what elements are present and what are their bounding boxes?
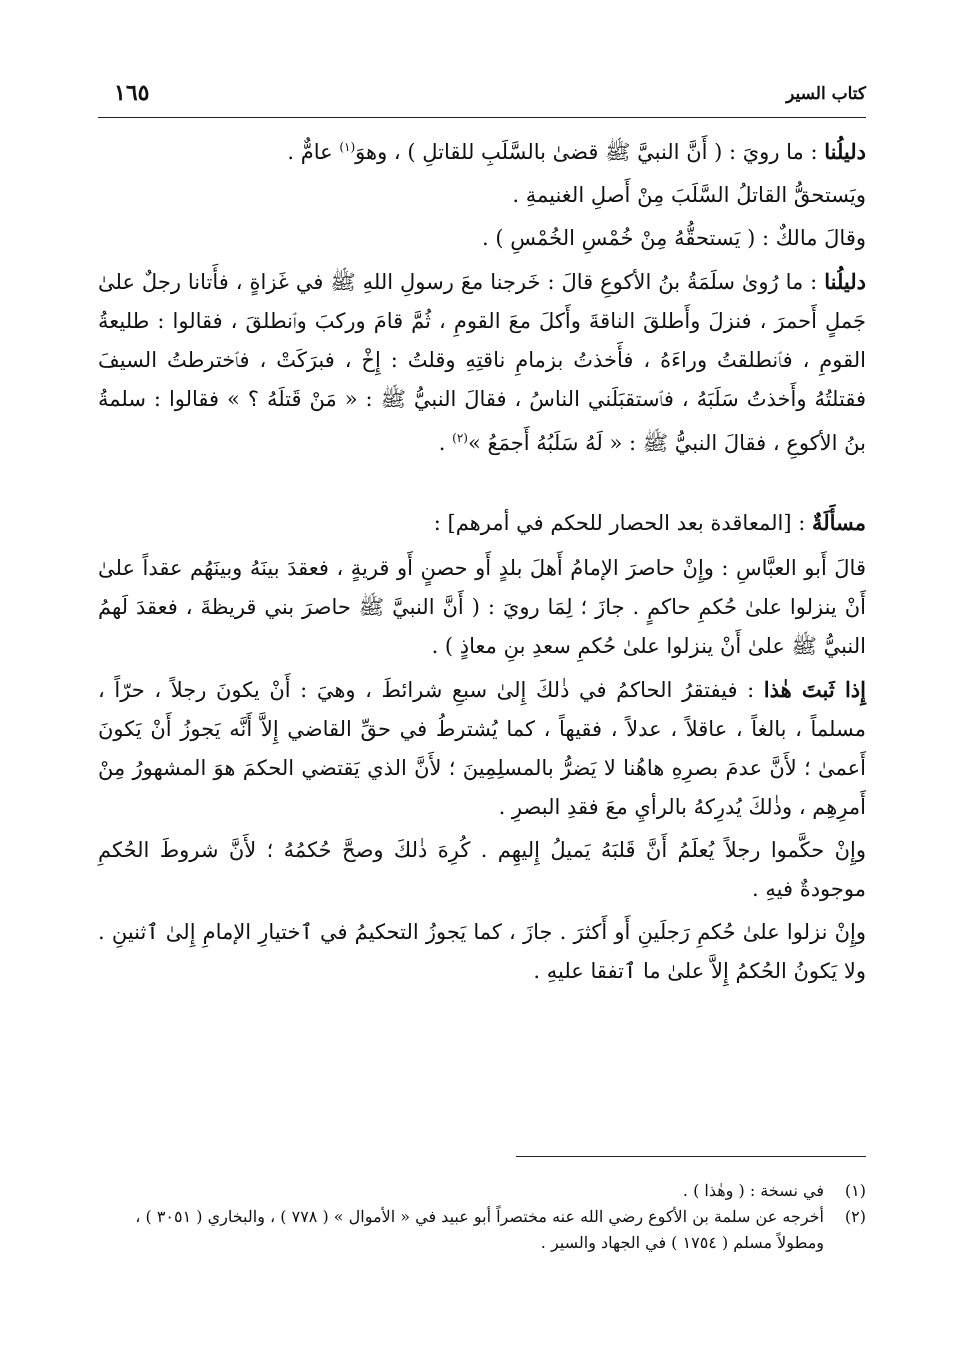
section-title: : [المعاقدة بعد الحصار للحكم في أمرهم] :	[433, 511, 812, 535]
paragraph-text: ويَستحقُّ القاتلُ السَّلَبَ مِنْ أَصلِ الغنيمةِ .	[512, 183, 866, 207]
paragraph	[98, 549, 866, 666]
paragraph-text: : ما رويَ : ( أَنَّ النبيَّ ﷺ قضىٰ بالسَّلَبِ للقاتلِ ) ، وهوَ	[355, 140, 825, 164]
paragraph	[98, 670, 866, 827]
footnote-rule	[516, 1156, 866, 1157]
section-heading	[98, 503, 866, 543]
paragraph	[98, 913, 866, 991]
paragraph-text: : فيفتقرُ الحاكمُ في ذٰلكَ إِلىٰ سبعِ شرائطَ ، وهيَ : أَنْ يكونَ رجلاً ، حرّاً ، مسلماً ، بالغاً ، عاقلاً ، عدلاً ، فقيهاً ، كما يُشترطُ في حقِّ القاضي إِلاَّ أَنَّه يَجوزُ أَنْ يَكونَ أَعمىٰ ؛ لأَنَّ عدمَ بصرِهِ هاهُنا لا يَضرُّ بالمسلِمِينَ ؛ لأَنَّ الذي يَقتضي الحكمَ هوَ المشهورُ مِنْ أَمرِهِم ، وذٰلكَ يُدرِكهُ بالرأيِ معَ فقدِ البصرِ .	[98, 678, 866, 819]
paragraph	[98, 219, 866, 258]
footnote-number: (٢)	[844, 1207, 866, 1226]
paragraph	[98, 831, 866, 909]
paragraph-tail: .	[438, 431, 453, 455]
footnote-number: (١)	[844, 1181, 866, 1200]
page-header	[98, 80, 866, 116]
paragraph-text: وقالَ مالكٌ : ( يَستحقُّهُ مِنْ خُمْسِ الخُمْسِ ) .	[482, 226, 866, 250]
footnote-text: في نسخة : ( وهٰذا ) .	[682, 1181, 824, 1200]
footnote	[98, 1204, 866, 1256]
paragraph	[98, 128, 866, 172]
footnote	[98, 1178, 866, 1204]
paragraph	[98, 262, 866, 463]
footnote-ref: (١)	[339, 140, 356, 154]
paragraph-text: : ما رُوىٰ سلَمَةُ بنُ الأكوعِ قالَ : خَرجنا معَ رسولِ اللهِ ﷺ في غَزاةٍ ، فأَتانا رجلٌ علىٰ جَملٍ أَحمرَ ، فنزلَ وأَطلقَ الناقةَ وأَكلَ معَ القومِ ، ثُمَّ قامَ وركبَ وٱنطلقَ ، فقالوا : طليعةُ القومِ ، فٱنطلقتُ وراءَهُ ، فأَخذتُ بزمامِ ناقتِهِ وقلتُ : إِخْ ، فبرَكَتْ ، فٱخترطتُ السيفَ فقتلتُهُ وأَخذتُ سَلَبَهُ ، فٱستقبَلَني الناسُ ، فقالَ النبيُّ ﷺ : « مَنْ قَتلَهُ ؟ » فقالوا : سلمةُ بنُ الأكوعِ ، فقالَ النبيُّ ﷺ : « لَهُ سَلَبُهُ أَجمَعُ »	[98, 270, 866, 455]
paragraph-tail: عامٌّ .	[287, 140, 340, 164]
paragraph-lead: دليلُنا	[824, 269, 866, 294]
section-label: مسأَلَةٌ	[811, 510, 866, 535]
paragraph-text: وإِنْ نزلوا علىٰ حُكمِ رَجلَينِ أَو أَكثرَ . جازَ ، كما يَجوزُ التحكيمُ في ٱختيارِ الإمامِ إِلىٰ ٱثنينِ . ولا يَكونُ الحُكمُ إِلاَّ علىٰ ما ٱتفقا عليهِ .	[98, 920, 866, 983]
main-text	[98, 128, 866, 991]
footnotes	[98, 1178, 866, 1256]
paragraph-lead: إِذا ثَبتَ هٰذا	[763, 677, 866, 702]
footnote-text: أخرجه عن سلمة بن الأكوع رضي الله عنه مختصراً أبو عبيد في « الأموال » ( ٧٧٨ ) ، والبخاري ( ٣٠٥١ ) ، ومطولاً مسلم ( ١٧٥٤ ) في الجهاد والسير .	[135, 1207, 824, 1252]
paragraph	[98, 176, 866, 215]
header-rule	[98, 117, 866, 118]
paragraph-lead: دليلُنا	[824, 139, 866, 164]
page-number: ١٦٥	[114, 80, 150, 106]
footnote-ref: (٢)	[452, 431, 468, 445]
running-title: كتاب السير	[786, 84, 866, 104]
paragraph-text: وإِنْ حكَّموا رجلاً يُعلَمُ أَنَّ قَلبَهُ يَميلُ إِليهِم . كُرِهَ ذٰلكَ وصحَّ حُكمُهُ ؛ لأَنَّ شروطَ الحُكمِ موجودةٌ فيهِ .	[98, 838, 866, 901]
paragraph-text: قالَ أَبو العبَّاسِ : وإِنْ حاصرَ الإمامُ أَهلَ بلدٍ أَو حصنٍ أَو قريةٍ ، فعقدَ بينَهُ وبينَهُم عقداً علىٰ أَنْ ينزلوا علىٰ حُكمِ حاكمٍ . جازَ ؛ لِمَا رويَ : ( أَنَّ النبيَّ ﷺ حاصرَ بني قريظةَ ، فعقدَ لَهمُ النبيُّ ﷺ علىٰ أَنْ ينزلوا علىٰ حُكمِ سعدِ بنِ معاذٍ ) .	[98, 556, 866, 658]
